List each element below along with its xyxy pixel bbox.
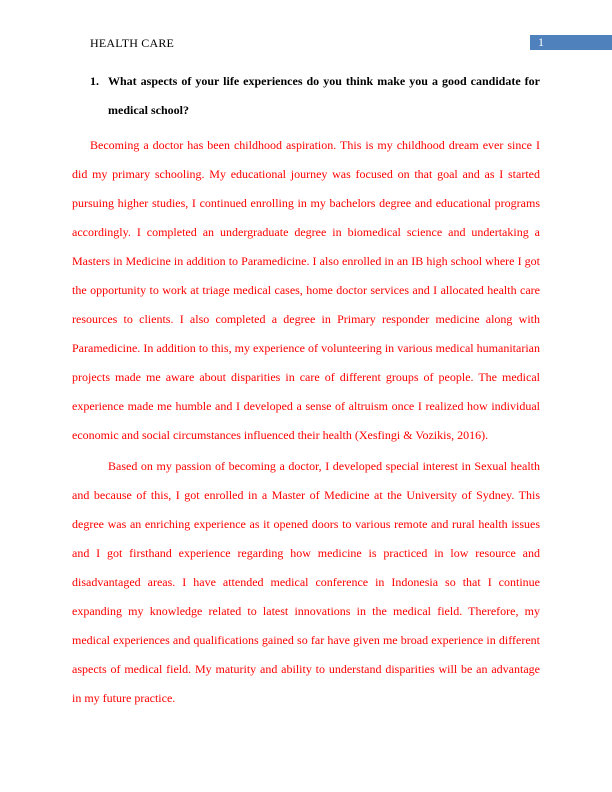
body-paragraph-1: Becoming a doctor has been childhood aspiration. This is my childhood dream ever since I did my primary schooling. My educational journey was focused on that goal and as I started pursuing higher studies, I continued enrolling in my bachelors degree and educational programs accordingly. I completed an undergraduate degree in biomedical science and undertaking a Masters in Medicine in addition to Paramedicine. I also enrolled in an IB high school where I got the opportunity to work at triage medical cases, home doctor services and I allocated health care resources to clients. I also completed a degree in Primary responder medicine along with Paramedicine. In addition to this, my experience of volunteering in various medical humanitarian projects made me aware about disparities in care of different groups of people. The medical experience made me humble and I developed a sense of altruism once I realized how individual economic and social circumstances influenced their health (Xesfingi & Vozikis, 2016). [72,138,540,442]
page-number-badge [530,35,612,50]
question-number: 1. [90,74,99,88]
body-paragraph-2: Based on my passion of becoming a doctor, I developed special interest in Sexual health and because of this, I got enrolled in a Master of Medicine at the University of Sydney. This degree was an enriching experience as it opened doors to various remote and rural health issues and I got firsthand experience regarding how medicine is practiced in low resource and disadvantaged areas. I have attended medical conference in Indonesia so that I continue expanding my knowledge related to latest innovations in the medical field. Therefore, my medical experiences and qualifications gained so far have given me broad experience in different aspects of medical field. My maturity and ability to understand disparities will be an advantage in my future practice. [72,459,540,705]
page-number: 1 [538,35,544,49]
running-header: HEALTH CARE [90,36,175,50]
question-heading [90,67,540,124]
question-text: What aspects of your life experiences do you think make you a good candidate for medical school? [108,74,540,117]
